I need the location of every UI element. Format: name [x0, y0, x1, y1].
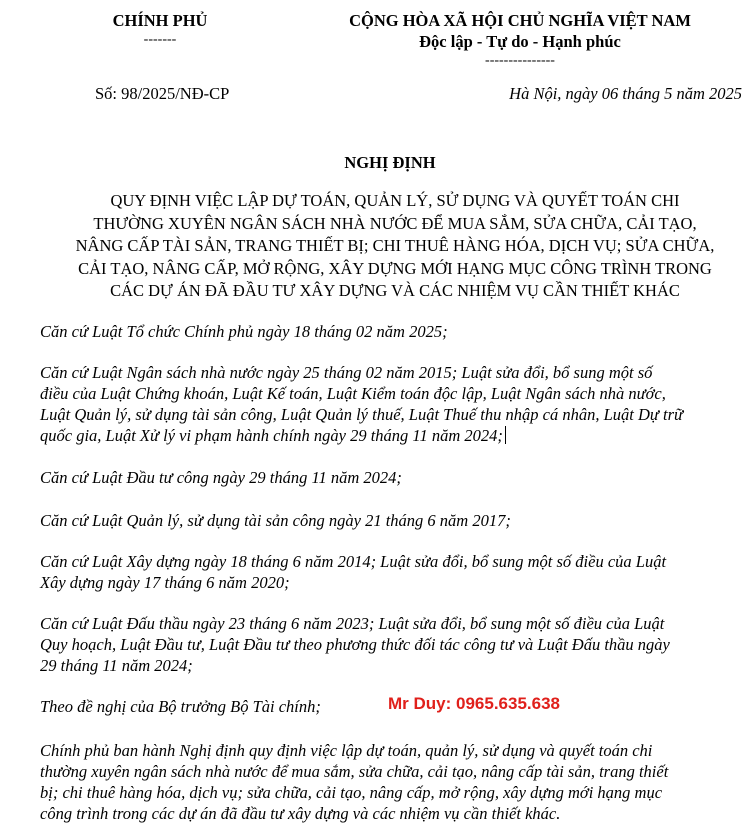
enactment-line: Chính phủ ban hành Nghị định quy định việc lập dự toán, quản lý, sử dụng và quyết toán chi	[40, 741, 653, 760]
title-line: THƯỜNG XUYÊN NGÂN SÁCH NHÀ NƯỚC ĐỂ MUA SẮM, SỬA CHỮA, CẢI TẠO,	[93, 213, 697, 233]
preamble-line: Theo đề nghị của Bộ trưởng Bộ Tài chính;	[40, 697, 321, 716]
motto-separator: ---------------	[485, 53, 555, 68]
preamble-paragraph	[40, 362, 746, 446]
enactment-line: thường xuyên ngân sách nhà nước để mua sắm, sửa chữa, cải tạo, nâng cấp tài sản, trang thiết	[40, 762, 669, 781]
document-title	[30, 190, 752, 303]
preamble-line: Căn cứ Luật Tổ chức Chính phủ ngày 18 tháng 02 năm 2025;	[40, 322, 448, 341]
title-line: NÂNG CẤP TÀI SẢN, TRANG THIẾT BỊ; CHI THUÊ HÀNG HÓA, DỊCH VỤ; SỬA CHỮA,	[75, 236, 715, 255]
preamble-line: Căn cứ Luật Ngân sách nhà nước ngày 25 tháng 02 năm 2015; Luật sửa đổi, bổ sung một số	[40, 363, 653, 382]
preamble-line: Căn cứ Luật Đầu tư công ngày 29 tháng 11 năm 2024;	[40, 468, 402, 487]
document-number: Số: 98/2025/NĐ-CP	[95, 84, 230, 103]
document-type: NGHỊ ĐỊNH	[344, 153, 436, 172]
preamble-line: Căn cứ Luật Đấu thầu ngày 23 tháng 6 năm 2023; Luật sửa đổi, bổ sung một số điều của Luật	[40, 614, 665, 633]
title-line: QUY ĐỊNH VIỆC LẬP DỰ TOÁN, QUẢN LÝ, SỬ DỤNG VÀ QUYẾT TOÁN CHI	[110, 191, 680, 210]
enactment-line: công trình trong các dự án đã đầu tư xây dựng và các nhiệm vụ cần thiết khác.	[40, 804, 561, 823]
enactment-paragraph	[40, 740, 746, 824]
preamble-line: Quy hoạch, Luật Đầu tư, Luật Đầu tư theo phương thức đối tác công tư và Luật Đấu thầu ngày	[40, 635, 670, 654]
motto: Độc lập - Tự do - Hạnh phúc	[419, 32, 621, 51]
preamble-line-last	[40, 425, 746, 446]
title-line: CẢI TẠO, NÂNG CẤP, MỞ RỘNG, XÂY DỰNG MỚI HẠNG MỤC CÔNG TRÌNH TRONG	[78, 258, 712, 278]
place-date: Hà Nội, ngày 06 tháng 5 năm 2025	[509, 84, 742, 103]
national-title-block	[290, 10, 750, 69]
country-name: CỘNG HÒA XÃ HỘI CHỦ NGHĨA VIỆT NAM	[349, 11, 691, 30]
preamble-line: Căn cứ Luật Quản lý, sử dụng tài sản công ngày 21 tháng 6 năm 2017;	[40, 511, 511, 530]
preamble-paragraph	[40, 551, 746, 593]
preamble-paragraph	[40, 613, 746, 676]
issuer-name: CHÍNH PHỦ	[112, 11, 208, 30]
preamble-line: Luật Quản lý, sử dụng tài sản công, Luật Quản lý thuế, Luật Thuế thu nhập cá nhân, Luật Dự trữ	[40, 405, 684, 424]
preamble-line: Xây dựng ngày 17 tháng 6 năm 2020;	[40, 573, 290, 592]
issuer-separator: -------	[143, 32, 177, 47]
preamble-paragraph	[40, 467, 746, 488]
issuer-block	[40, 10, 280, 48]
preamble-paragraph	[40, 321, 746, 342]
preamble-line: Căn cứ Luật Xây dựng ngày 18 tháng 6 năm 2014; Luật sửa đổi, bổ sung một số điều của Luật	[40, 552, 667, 571]
contact-note: Mr Duy: 0965.635.638	[388, 694, 560, 713]
text-cursor	[505, 426, 506, 444]
preamble-paragraph	[40, 510, 746, 531]
title-line: CÁC DỰ ÁN ĐÃ ĐẦU TƯ XÂY DỰNG VÀ CÁC NHIỆM VỤ CẦN THIẾT KHÁC	[110, 281, 680, 300]
preamble-line: quốc gia, Luật Xử lý vi phạm hành chính ngày 29 tháng 11 năm 2024;	[40, 426, 503, 445]
enactment-line: bị; chi thuê hàng hóa, dịch vụ; sửa chữa, cải tạo, nâng cấp, mở rộng, xây dựng mới hạng mục	[40, 783, 663, 802]
preamble-line: điều của Luật Chứng khoán, Luật Kế toán, Luật Kiểm toán độc lập, Luật Ngân sách nhà nước,	[40, 384, 666, 403]
preamble-line: 29 tháng 11 năm 2024;	[40, 656, 193, 675]
